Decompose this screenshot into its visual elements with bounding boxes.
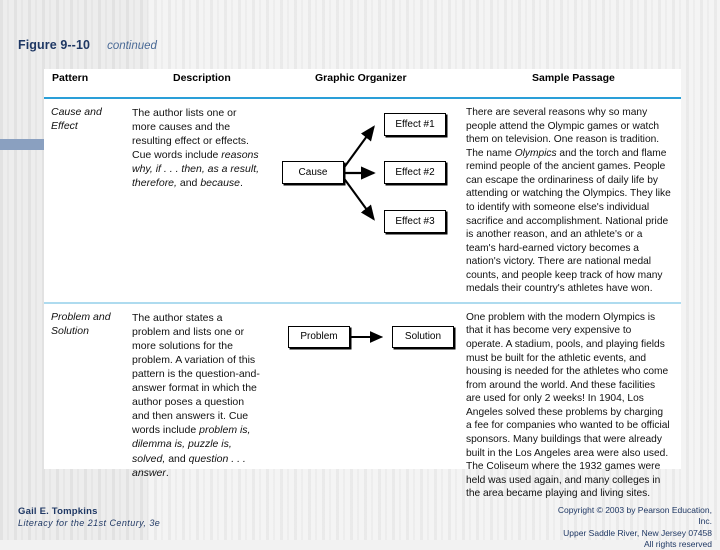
column-header-description-label: Description — [173, 72, 231, 84]
graphic-organizer-cause-effect — [270, 98, 460, 303]
description-cue-words-2: question . . . answer — [132, 452, 246, 479]
sample-passage-part-1: There are several reasons why so many people attend the Olympic games or watch them on television. One reason is tradition. The name — [466, 107, 660, 159]
patterns-table — [44, 69, 681, 507]
column-header-description — [130, 69, 270, 98]
diagram-box-effect-2: Effect #2 — [384, 161, 446, 184]
graphic-organizer-problem-solution — [270, 303, 460, 507]
diagram-box-solution: Solution — [392, 326, 454, 348]
sample-passage-italic-term: Olympics — [514, 147, 557, 159]
content-panel — [44, 69, 681, 500]
column-header-sample-passage — [460, 69, 681, 98]
copyright-line-4: All rights reserved — [643, 538, 712, 549]
column-header-pattern-label: Pattern — [52, 72, 89, 84]
diagram-box-effect-1: Effect #1 — [384, 113, 446, 136]
figure-number: Figure 9--10 — [18, 38, 91, 52]
sample-passage-cause-effect — [460, 98, 681, 303]
description-lead: The author lists one or more causes and the resulting effect or effects. Cue words include — [132, 107, 249, 162]
table-header-row — [44, 69, 681, 98]
sample-passage-part-2: and the torch and flame remind people of the ancient games. People can escape the ordinariness of daily life by attending or watching the Olympics. They like to identify with someone else's individual sacrifice and accomplishment. National pride is another reason, and an athlete's or a team's hard-earned victory becomes a nation's victory. There are national medal counts, and people keep track of how many medals their country's athletes have won. — [466, 147, 671, 295]
author-name: Gail E. Tompkins — [18, 506, 98, 517]
column-header-pattern — [44, 69, 130, 98]
pattern-name-problem-solution: Problem and Solution — [51, 310, 111, 337]
copyright-line-3: Upper Saddle River, New Jersey 07458 — [563, 527, 712, 538]
sample-passage-problem-solution: One problem with the modern Olympics is that it has become very expensive to operate. A stadium, pools, and playing fields must be built for the athletic events, and housing is needed for the athletes who come from around the world. And these facilities are used for only 2 weeks! In 1904, Los Angeles solved these problems by charging a fee for companies who wanted to be official sponsors. Many buildings that were already built in the Los Angeles area were also used. The Coliseum where the 1932 games were held was used again, and many colleges in the area became playing and living sites. — [466, 311, 670, 500]
column-header-graphic-organizer-label: Graphic Organizer — [315, 72, 407, 84]
description-cue-words-2: because — [200, 177, 241, 190]
table-row — [44, 98, 681, 303]
pattern-description-problem-solution — [130, 303, 270, 507]
figure-continued-label: continued — [107, 40, 157, 52]
description-tail: . — [240, 177, 243, 190]
copyright-notice — [558, 505, 712, 550]
diagram-box-effect-3: Effect #3 — [384, 210, 446, 233]
diagram-box-problem: Problem — [288, 326, 350, 348]
copyright-line-2: Inc. — [698, 516, 712, 527]
description-tail: . — [165, 466, 169, 479]
column-header-graphic-organizer — [270, 69, 460, 98]
book-title: Literacy for the 21st Century, 3e — [18, 517, 161, 528]
description-mid: and — [176, 177, 201, 190]
pattern-name-cause-effect: Cause and Effect — [44, 98, 130, 303]
description-cue-words-1: problem is, dilemma is, puzzle is, solved, — [132, 424, 251, 465]
cause-effect-diagram — [274, 105, 456, 265]
description-lead: The author states a problem and lists one or more solutions for the problem. A variation of this pattern is the question-and-answer format in which the author poses a question and then answers it. Cue words include — [132, 311, 260, 437]
diagram-box-cause: Cause — [282, 161, 344, 184]
column-header-sample-passage-label: Sample Passage — [532, 72, 615, 84]
figure-title — [18, 38, 157, 58]
footer-attribution — [18, 506, 160, 529]
pattern-description-cause-effect — [130, 98, 270, 303]
copyright-line-1: Copyright © 2003 by Pearson Education, — [557, 505, 712, 515]
description-mid: and — [165, 452, 189, 465]
description-cue-words-1: reasons why, if . . . then, as a result, therefore, — [132, 149, 260, 190]
table-row — [44, 303, 681, 507]
problem-solution-diagram — [274, 310, 456, 430]
